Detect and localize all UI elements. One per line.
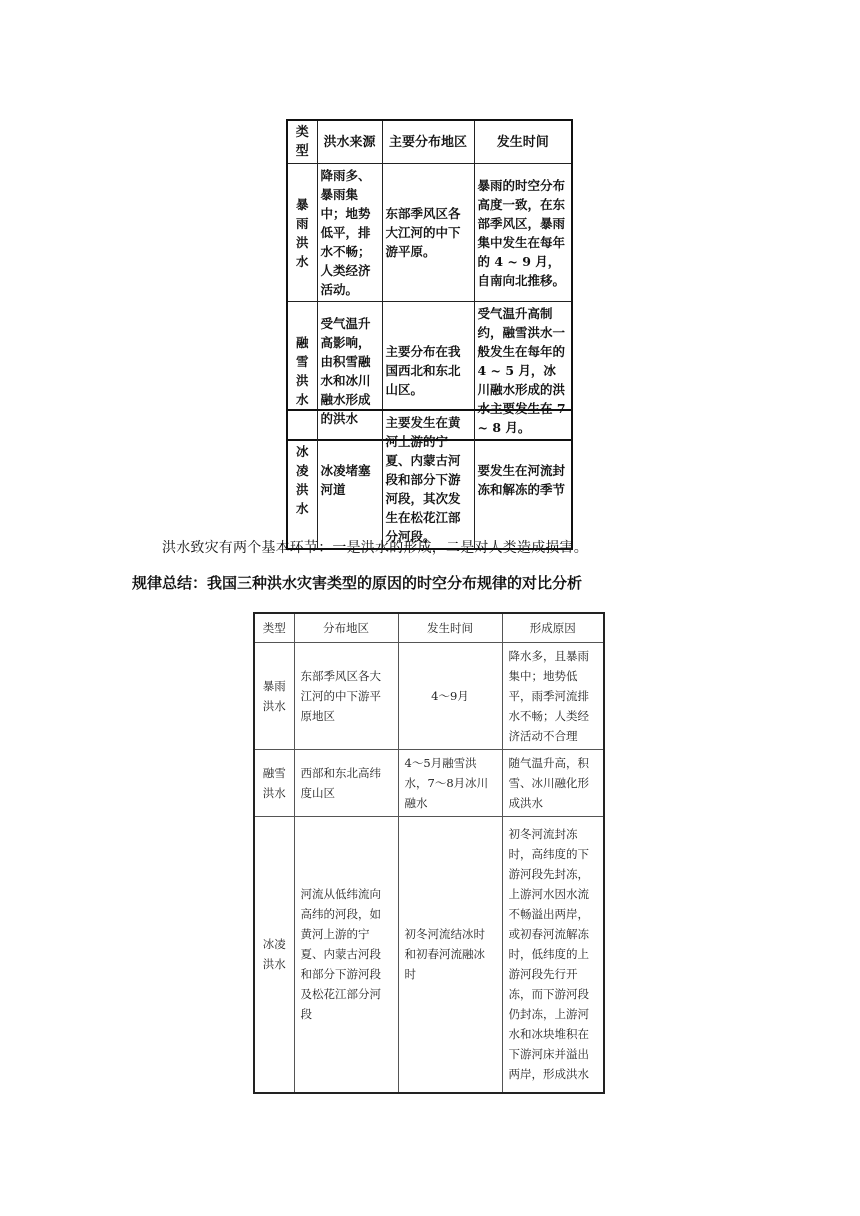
type-cell: 融雪洪水: [254, 750, 294, 817]
header-type: 类型: [254, 613, 294, 643]
summary-heading: 规律总结：我国三种洪水灾害类型的原因的时空分布规律的对比分析: [132, 574, 583, 592]
header-region: 主要分布地区: [382, 120, 474, 164]
type-cell: 冰凌洪水: [254, 817, 294, 1093]
type-cell: 融雪洪水: [287, 302, 317, 441]
region-cell: 东部季风区各大江河的中下游平原地区: [294, 643, 398, 750]
region-cell: 东部季风区各大江河的中下游平原。: [382, 164, 474, 302]
region-cell: 主要发生在黄河上游的宁夏、内蒙古河段和部分下游河段，其次发生在松花江部分河段。: [382, 410, 474, 549]
header-source: 洪水来源: [317, 120, 382, 164]
table-row: [254, 643, 604, 750]
header-cause: 形成原因: [502, 613, 604, 643]
table-row: [287, 410, 572, 549]
header-time: 发生时间: [474, 120, 572, 164]
cause-cell: 初冬河流封冻时，高纬度的下游河段先封冻，上游河水因水流不畅溢出两岸，或初春河流解冻时，低纬度的上游河段先行开冻，而下游河段仍封冻，上游河水和冰块堆积在下游河床并溢出两岸，形成洪水: [502, 817, 604, 1093]
time-cell: 初冬河流结冰时和初春河流融冰时: [398, 817, 502, 1093]
header-region: 分布地区: [294, 613, 398, 643]
time-cell: 4～5月融雪洪水，7～8月冰川融水: [398, 750, 502, 817]
type-cell: 暴雨洪水: [254, 643, 294, 750]
time-cell: 受气温升高制约，融雪洪水一般发生在每年的 4 ~ 5 月，冰川融水形成的洪水主要发生在 7 ~ 8 月。: [474, 302, 572, 441]
time-cell: 4～9月: [398, 643, 502, 750]
header-time: 发生时间: [398, 613, 502, 643]
region-cell: 西部和东北高纬度山区: [294, 750, 398, 817]
table-row: [287, 164, 572, 302]
source-cell: 冰凌堵塞河道: [317, 410, 382, 549]
comparison-table: [253, 612, 605, 1094]
type-cell: 暴雨洪水: [287, 164, 317, 302]
cause-cell: 降水多，且暴雨集中；地势低平，雨季河流排水不畅；人类经济活动不合理: [502, 643, 604, 750]
time-cell: 暴雨的时空分布高度一致，在东部季风区，暴雨集中发生在每年的 4 ~ 9 月，自南向北推移。: [474, 164, 572, 302]
table-header-row: [254, 613, 604, 643]
source-cell: 降雨多、暴雨集中；地势低平，排水不畅；人类经济活动。: [317, 164, 382, 302]
region-cell: 河流从低纬流向高纬的河段，如黄河上游的宁夏、内蒙古河段和部分下游河段及松花江部分河段: [294, 817, 398, 1093]
cause-cell: 随气温升高，积雪、冰川融化形成洪水: [502, 750, 604, 817]
source-cell: 受气温升高影响，由积雪融水和冰川融水形成的洪水: [317, 302, 382, 441]
table-row: [254, 817, 604, 1093]
body-paragraph: 洪水致灾有两个基本环节：一是洪水的形成，二是对人类造成损害。: [162, 540, 588, 556]
type-cell: 冰凌洪水: [287, 410, 317, 549]
table-header-row: [287, 120, 572, 164]
header-type: 类型: [287, 120, 317, 164]
time-cell: 要发生在河流封冻和解冻的季节: [474, 410, 572, 549]
ice-flood-table: [286, 409, 573, 550]
table-row: [254, 750, 604, 817]
region-cell: 主要分布在我国西北和东北山区。: [382, 302, 474, 441]
flood-type-table: [286, 119, 573, 441]
